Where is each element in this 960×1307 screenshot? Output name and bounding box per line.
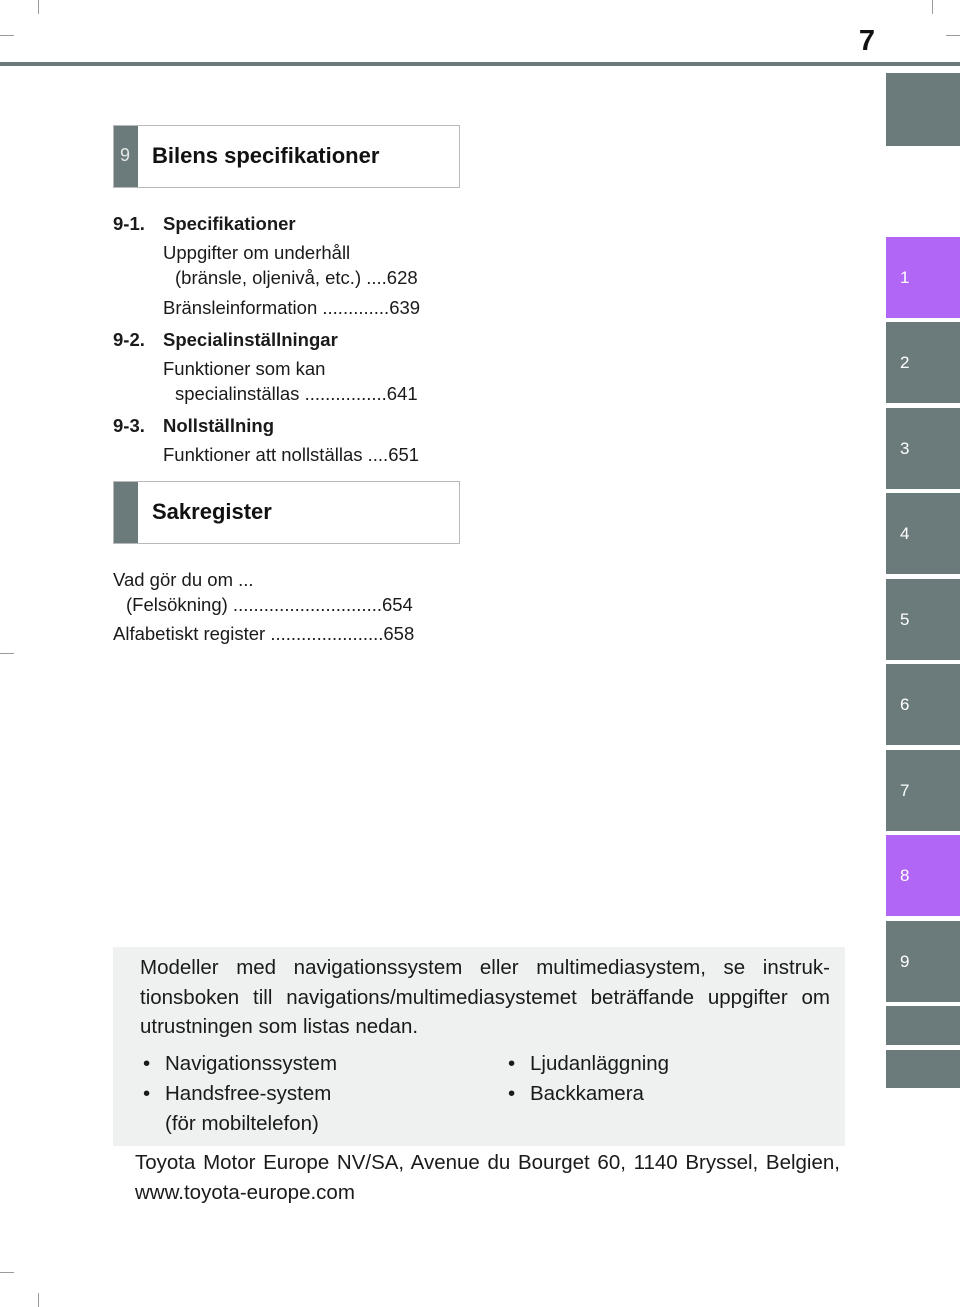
- index-bar: [114, 482, 138, 543]
- section-title: Bilens specifikationer: [152, 143, 380, 168]
- note-bullet-item: • Handsfree-system: [143, 1082, 332, 1105]
- side-tab-blank[interactable]: [886, 1006, 960, 1045]
- toc-entry-troubleshooting[interactable]: Vad gör du om ... (Felsökning) .............................654: [113, 569, 413, 615]
- note-text: Modeller med navigationssystem eller multimediasystem, se instruk-tionsboken till navigations/multimediasystemet beträffande uppgifter om utrustningen som listas nedan.: [140, 956, 830, 1038]
- note-bullet-item: • Backkamera: [508, 1082, 644, 1105]
- crop-mark: [0, 1272, 14, 1273]
- side-tab-5[interactable]: 5: [886, 579, 960, 660]
- index-heading: [113, 481, 460, 544]
- crop-mark: [932, 0, 933, 14]
- toc-entry-alphabetical-index[interactable]: Alfabetiskt register ......................658: [113, 623, 415, 644]
- crop-mark: [0, 653, 14, 654]
- toc-subsection-9-3[interactable]: 9-3. Nollställning: [113, 415, 274, 436]
- footer-address: Toyota Motor Europe NV/SA, Avenue du Bourget 60, 1140 Bryssel, Belgien, www.toyota-europe.com: [135, 1151, 840, 1204]
- crop-mark: [946, 35, 960, 36]
- toc-entry[interactable]: Uppgifter om underhåll (bränsle, oljenivå, etc.) ....628: [163, 242, 418, 288]
- toc-subsection-9-1[interactable]: 9-1. Specifikationer: [113, 213, 296, 234]
- toc-subsection-9-2[interactable]: 9-2. Specialinställningar: [113, 329, 338, 350]
- navigation-note-box: [113, 947, 845, 1146]
- toc-entry[interactable]: Funktioner att nollställas ....651: [163, 444, 420, 465]
- side-tab-3[interactable]: 3: [886, 408, 960, 489]
- header-rule: [0, 62, 960, 66]
- side-tab-2[interactable]: 2: [886, 322, 960, 403]
- side-tab-blank[interactable]: [886, 73, 960, 146]
- note-bullet-item: • Ljudanläggning: [508, 1052, 670, 1075]
- crop-mark: [38, 1293, 39, 1307]
- crop-mark: [0, 35, 14, 36]
- page-number: 7: [858, 25, 876, 57]
- note-bullet-continuation: (för mobiltelefon): [165, 1112, 319, 1135]
- side-tab-1[interactable]: 1: [886, 237, 960, 318]
- index-title: Sakregister: [152, 499, 272, 524]
- side-tab-8[interactable]: 8: [886, 835, 960, 916]
- section-number-bar: [114, 126, 138, 187]
- side-tab-6[interactable]: 6: [886, 664, 960, 745]
- crop-mark: [38, 0, 39, 14]
- toc-entry[interactable]: Bränsleinformation .............639: [163, 297, 421, 318]
- side-tab-blank[interactable]: [886, 1050, 960, 1088]
- section-9-heading: [113, 125, 460, 188]
- section-number: 9: [120, 145, 131, 165]
- side-tab-7[interactable]: 7: [886, 750, 960, 831]
- side-tab-4[interactable]: 4: [886, 493, 960, 574]
- note-bullet-item: • Navigationssystem: [143, 1052, 338, 1075]
- side-tab-9[interactable]: 9: [886, 921, 960, 1002]
- toc-entry[interactable]: Funktioner som kan specialinställas ................641: [163, 358, 418, 404]
